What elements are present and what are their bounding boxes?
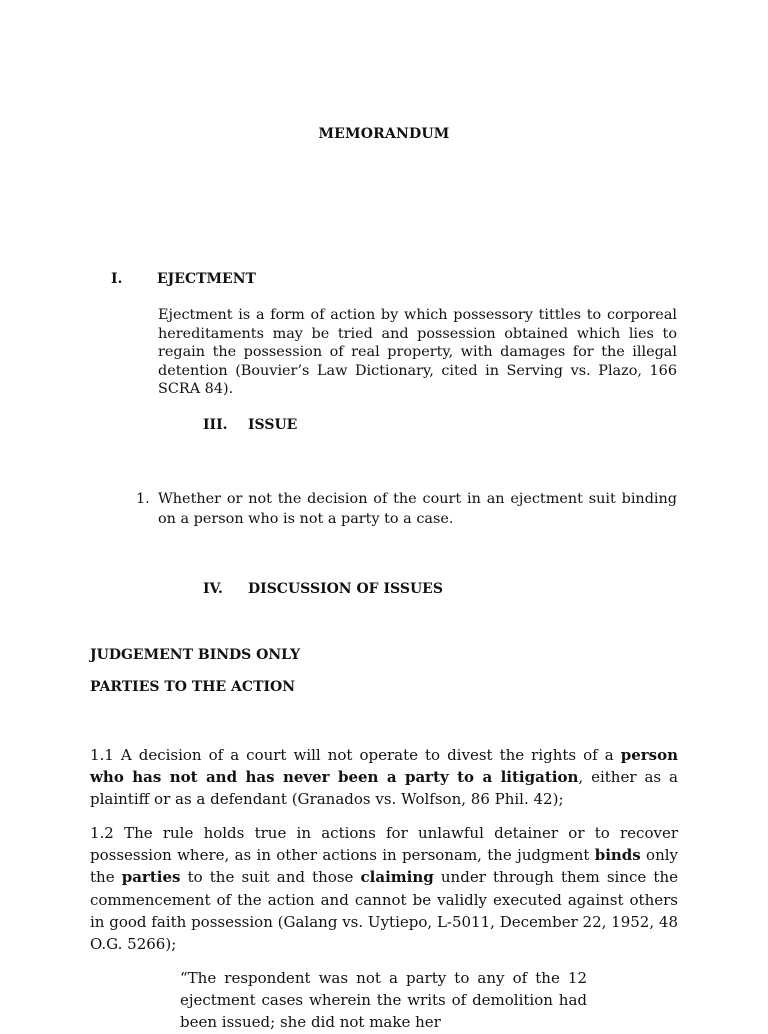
issue-1-text: Whether or not the decision of the court in an ejectment suit binding on a person who is not a party to a case. xyxy=(158,491,677,527)
subheading-line-1: JUDGEMENT BINDS ONLY xyxy=(90,647,301,663)
paragraph-1-2-text-c: to the suit and those xyxy=(180,868,361,887)
section-4-number: IV. xyxy=(203,581,223,597)
section-4-heading xyxy=(203,581,443,597)
section-1-number: I. xyxy=(111,271,123,287)
paragraph-1-1-bold: person who has not and has never been a party to a litigation xyxy=(90,746,678,787)
paragraph-1-2-bold-parties: parties xyxy=(121,868,181,887)
block-quote: “The respondent was not a party to any of the 12 ejectment cases wherein the writs of demolition had been issued; she did not make her xyxy=(180,969,587,1032)
section-3-number: III. xyxy=(203,417,228,433)
paragraph-1-2-bold-binds: binds xyxy=(594,846,641,865)
paragraph-1-2-text-a: 1.2 The rule holds true in actions for unlawful detainer or to recover possession where, as in other actions in personam, the judgment xyxy=(90,824,678,865)
subheading-line-2: PARTIES TO THE ACTION xyxy=(90,679,296,695)
paragraph-1-1-text-b: , either as a plaintiff or as a defendant (Granados vs. Wolfson, 86 Phil. 42); xyxy=(90,768,678,809)
section-4-title: DISCUSSION OF ISSUES xyxy=(248,581,443,597)
document-title: MEMORANDUM xyxy=(318,126,450,142)
paragraph-1-1-text-a: 1.1 A decision of a court will not operate to divest the rights of a xyxy=(90,746,621,764)
section-1-heading xyxy=(111,271,256,287)
paragraph-1-2-bold-claiming: claiming xyxy=(360,868,434,887)
section-1-body: Ejectment is a form of action by which possessory tittles to corporeal hereditaments may be tried and possession obtained which lies to regain the possession of real property, with damages for the illegal detention (Bouvier’s Law Dictionary, cited in Serving vs. Plazo, 166 SCRA 84). xyxy=(158,307,677,397)
paragraph-1-1 xyxy=(90,744,678,811)
section-3-heading xyxy=(203,417,297,433)
paragraph-1-2-text-d: under through them since the commencement of the action and cannot be validly executed against others in good faith possession (Galang vs. Uytiepo, L-5011, December 22, 1952, 48 O.G. 5266); xyxy=(90,868,678,954)
paragraph-1-2 xyxy=(90,822,678,955)
paragraph-1-2-text-b: only the xyxy=(90,846,678,887)
section-3-title: ISSUE xyxy=(248,417,298,433)
issue-1-number: 1. xyxy=(136,491,150,507)
section-1-title: EJECTMENT xyxy=(157,271,256,287)
